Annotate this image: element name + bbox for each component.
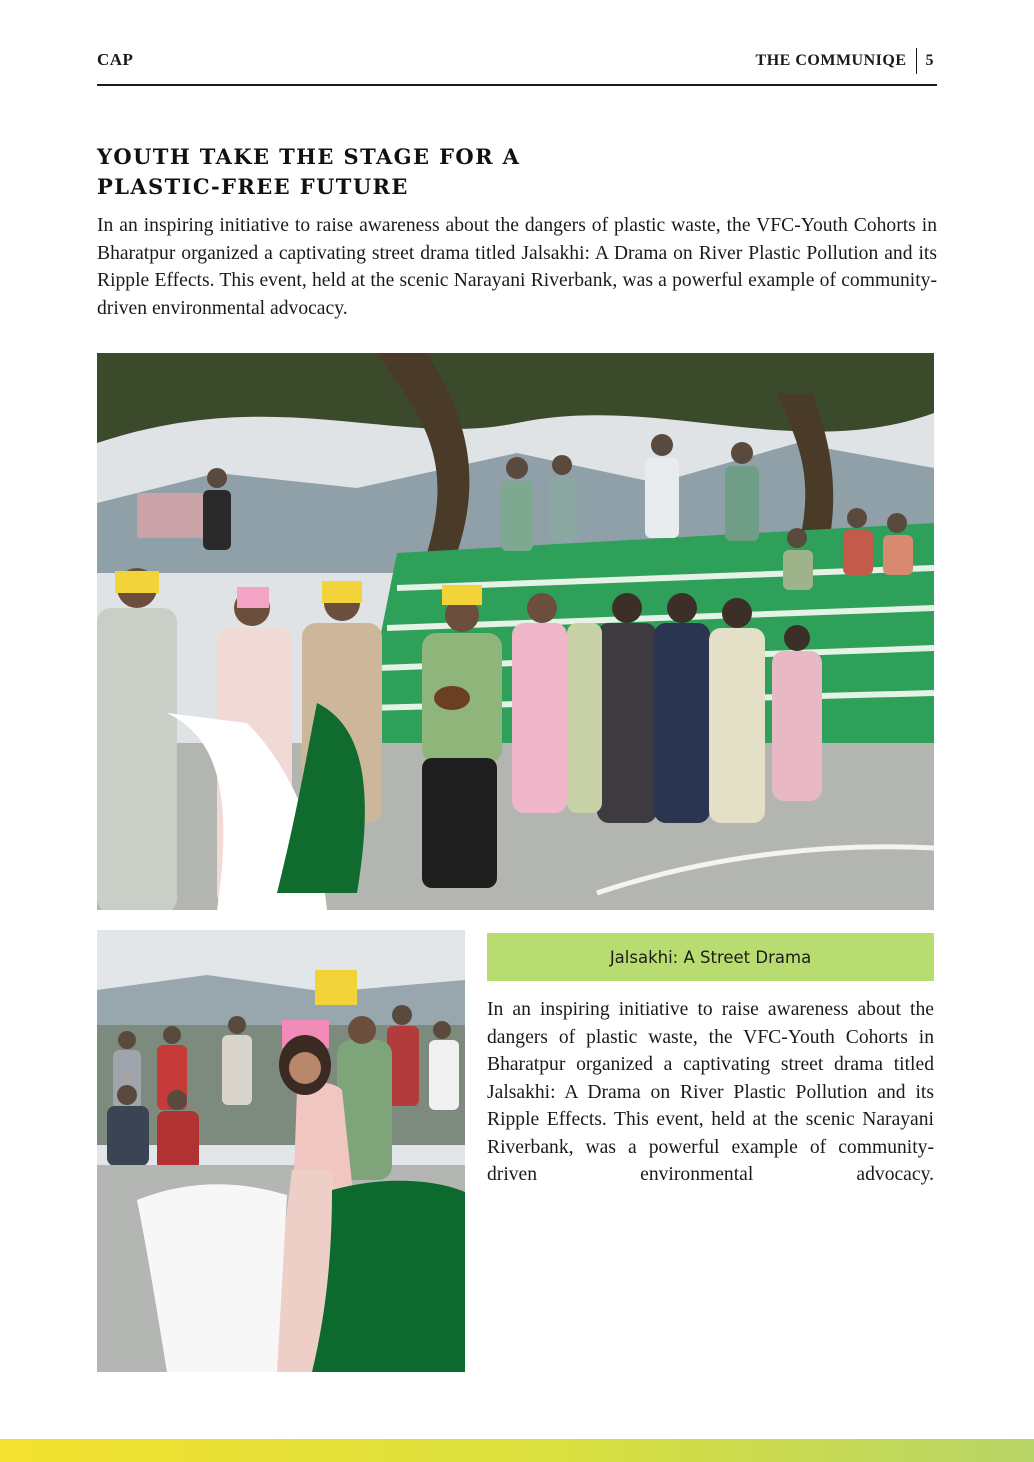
title-line-2: PLASTIC-FREE FUTURE: [97, 174, 409, 199]
photo-caption: [487, 933, 934, 981]
side-paragraph: In an inspiring initiative to raise awareness about the dangers of plastic waste, the VFC-Youth Cohorts in Bharatpur organized a captivating street drama titled Jalsakhi: A Drama on River Plastic Pollution and its Ripple Effects. This event, held at the scenic Narayani Riverbank, was a powerful example of community-driven environmental advocacy.: [487, 999, 934, 1185]
caption-text: Jalsakhi: A Street Drama: [609, 947, 812, 967]
main-photo-illustration: [97, 353, 934, 910]
footer-gradient-bar: [0, 1439, 1034, 1462]
secondary-photo-illustration: [97, 930, 465, 1372]
header-separator: [916, 48, 917, 74]
publication-name: THE COMMUNIQE: [755, 52, 907, 69]
page-number: 5: [925, 52, 934, 69]
title-line-1: YOUTH TAKE THE STAGE FOR A: [97, 144, 521, 169]
main-photo: [97, 353, 934, 910]
running-header: [756, 48, 934, 74]
lead-paragraph: In an inspiring initiative to raise awareness about the dangers of plastic waste, the VFC-Youth Cohorts in Bharatpur organized a captivating street drama titled Jalsakhi: A Drama on River Plastic Pollution and its Ripple Effects. This event, held at the scenic Narayani Riverbank, was a powerful example of community-driven environmental advocacy.: [97, 215, 937, 319]
section-label: CAP: [97, 50, 134, 69]
article-title: [97, 142, 520, 202]
secondary-photo: [97, 930, 465, 1372]
header-rule: [97, 84, 937, 86]
